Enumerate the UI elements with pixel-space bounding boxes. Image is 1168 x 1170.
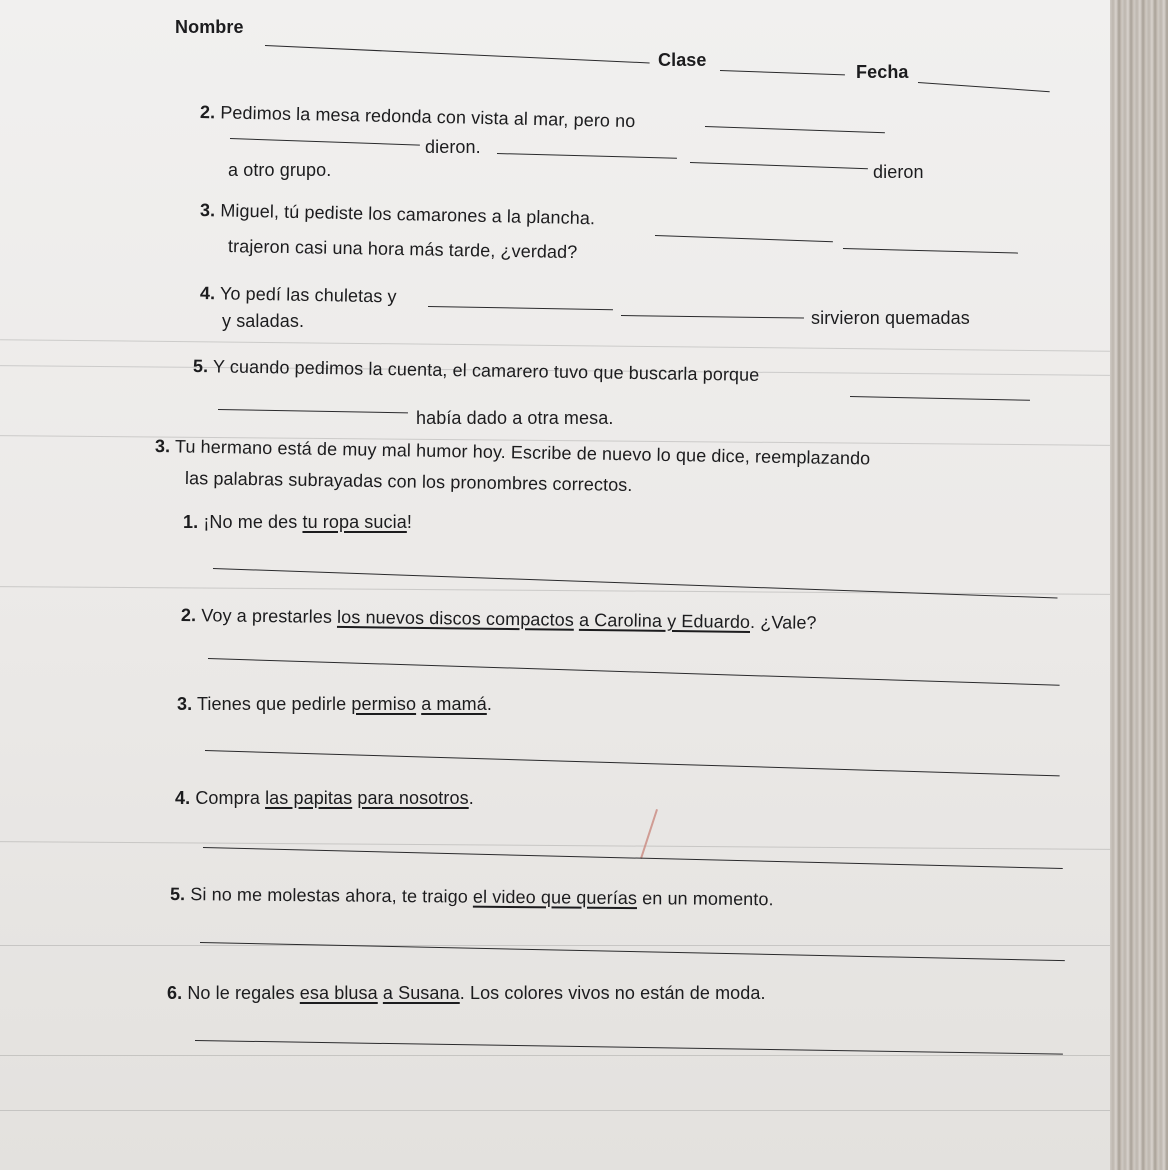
exercise-item-3: [177, 694, 492, 715]
item-a5-line1: [193, 356, 760, 386]
exercise-item-1-pre: ¡No me des: [203, 512, 303, 532]
item-a4-number: 4.: [199, 283, 216, 304]
exercise-item-2-underlined-1: los nuevos discos compactos: [336, 606, 575, 630]
exercise-item-5-post: en un momento.: [636, 888, 774, 910]
item-a4-line2: y saladas.: [222, 311, 305, 331]
blank-a3-1[interactable]: [655, 235, 833, 242]
answer-line-2[interactable]: [208, 658, 1060, 686]
exercise-item-4-underlined-1: las papitas: [265, 788, 353, 808]
answer-line-4[interactable]: [203, 847, 1063, 869]
exercise-item-3-underlined-2: a mamá: [421, 694, 487, 714]
blank-a2-1[interactable]: [705, 126, 885, 133]
item-a3-line1: [200, 200, 595, 229]
item-a2-dieron-2: dieron: [873, 162, 924, 182]
blank-a2-3[interactable]: [497, 153, 677, 159]
exercise-item-3-post: .: [486, 694, 492, 714]
nombre-field[interactable]: [265, 45, 650, 63]
exercise-item-4-number: 4.: [175, 788, 191, 808]
exercise-item-6-post: . Los colores vivos no están de moda.: [459, 983, 766, 1003]
exercise-item-1-number: 1.: [183, 512, 199, 532]
nombre-label: Nombre: [175, 17, 244, 37]
exercise-item-3-number: 3.: [177, 694, 193, 714]
exercise-item-3-pre: Tienes que pedirle: [197, 694, 352, 714]
blank-a5-2[interactable]: [218, 409, 408, 413]
clase-label: Clase: [658, 50, 707, 70]
exercise-item-2-pre: Voy a prestarles: [201, 605, 338, 627]
exercise-item-5-underlined-1: el video que querías: [472, 886, 638, 909]
item-a5-text: Y cuando pedimos la cuenta, el camarero tuvo que buscarla porque: [212, 356, 760, 385]
blank-a2-2[interactable]: [230, 138, 420, 146]
blank-a4-2[interactable]: [621, 315, 804, 319]
item-a2-number: 2.: [199, 102, 216, 123]
item-a2-dieron-1: dieron.: [425, 137, 481, 157]
item-a3-number: 3.: [199, 200, 216, 221]
item-a4-text: Yo pedí las chuletas y: [219, 283, 397, 307]
item-a4-end: sirvieron quemadas: [811, 308, 970, 328]
item-a4-line1: [200, 283, 397, 307]
item-a5-line2: había dado a otra mesa.: [416, 408, 614, 428]
exercise-item-2: [181, 605, 817, 634]
exercise-item-5-number: 5.: [169, 884, 186, 905]
exercise-item-6-pre: No le regales: [187, 983, 300, 1003]
blank-a5-1[interactable]: [850, 396, 1030, 401]
exercise-item-2-post: . ¿Vale?: [749, 611, 817, 633]
answer-line-1[interactable]: [213, 568, 1058, 598]
exercise-item-6-underlined-1: esa blusa: [299, 983, 378, 1003]
fecha-field[interactable]: [918, 82, 1050, 92]
item-a2-line2: a otro grupo.: [228, 160, 332, 180]
fecha-label: Fecha: [856, 62, 909, 82]
answer-line-3[interactable]: [205, 750, 1060, 776]
answer-line-6[interactable]: [195, 1040, 1063, 1055]
exercise-item-6-underlined-2: a Susana: [382, 983, 460, 1003]
exercise-instructions-text: Tu hermano está de muy mal humor hoy. Escribe de nuevo lo que dice, reemplazando: [174, 436, 871, 469]
blank-a4-1[interactable]: [428, 306, 613, 310]
exercise-item-5: [170, 884, 774, 910]
item-a3-text: Miguel, tú pediste los camarones a la plancha.: [220, 200, 596, 229]
clase-field[interactable]: [720, 70, 845, 75]
exercise-item-3-underlined-1: permiso: [351, 694, 417, 714]
exercise-item-5-pre: Si no me molestas ahora, te traigo: [190, 884, 474, 907]
exercise-item-1-underlined-1: tu ropa sucia: [302, 512, 407, 532]
exercise-item-4: [175, 788, 474, 809]
blank-a3-2[interactable]: [843, 248, 1018, 254]
exercise-item-4-post: .: [468, 788, 474, 808]
exercise-item-4-pre: Compra: [195, 788, 266, 808]
exercise-item-6: [167, 983, 766, 1004]
pen-mark: [640, 809, 658, 859]
exercise-item-1-post: !: [406, 512, 412, 532]
exercise-instructions-line2: las palabras subrayadas con los pronombres correctos.: [184, 468, 633, 496]
exercise-item-2-underlined-2: a Carolina y Eduardo: [578, 609, 751, 632]
item-a3-line2: trajeron casi una hora más tarde, ¿verdad?: [227, 236, 578, 263]
page-stack-edge: [1110, 0, 1168, 1170]
exercise-item-6-number: 6.: [167, 983, 183, 1003]
item-a2-line1: [200, 102, 636, 132]
item-a5-number: 5.: [192, 356, 209, 377]
exercise-number: 3.: [154, 436, 171, 457]
exercise-item-1: [183, 512, 412, 533]
exercise-item-4-underlined-2: para nosotros: [357, 788, 469, 808]
blank-a2-4[interactable]: [690, 162, 868, 169]
exercise-item-2-number: 2.: [180, 605, 197, 626]
item-a2-text: Pedimos la mesa redonda con vista al mar, pero no: [220, 102, 636, 132]
